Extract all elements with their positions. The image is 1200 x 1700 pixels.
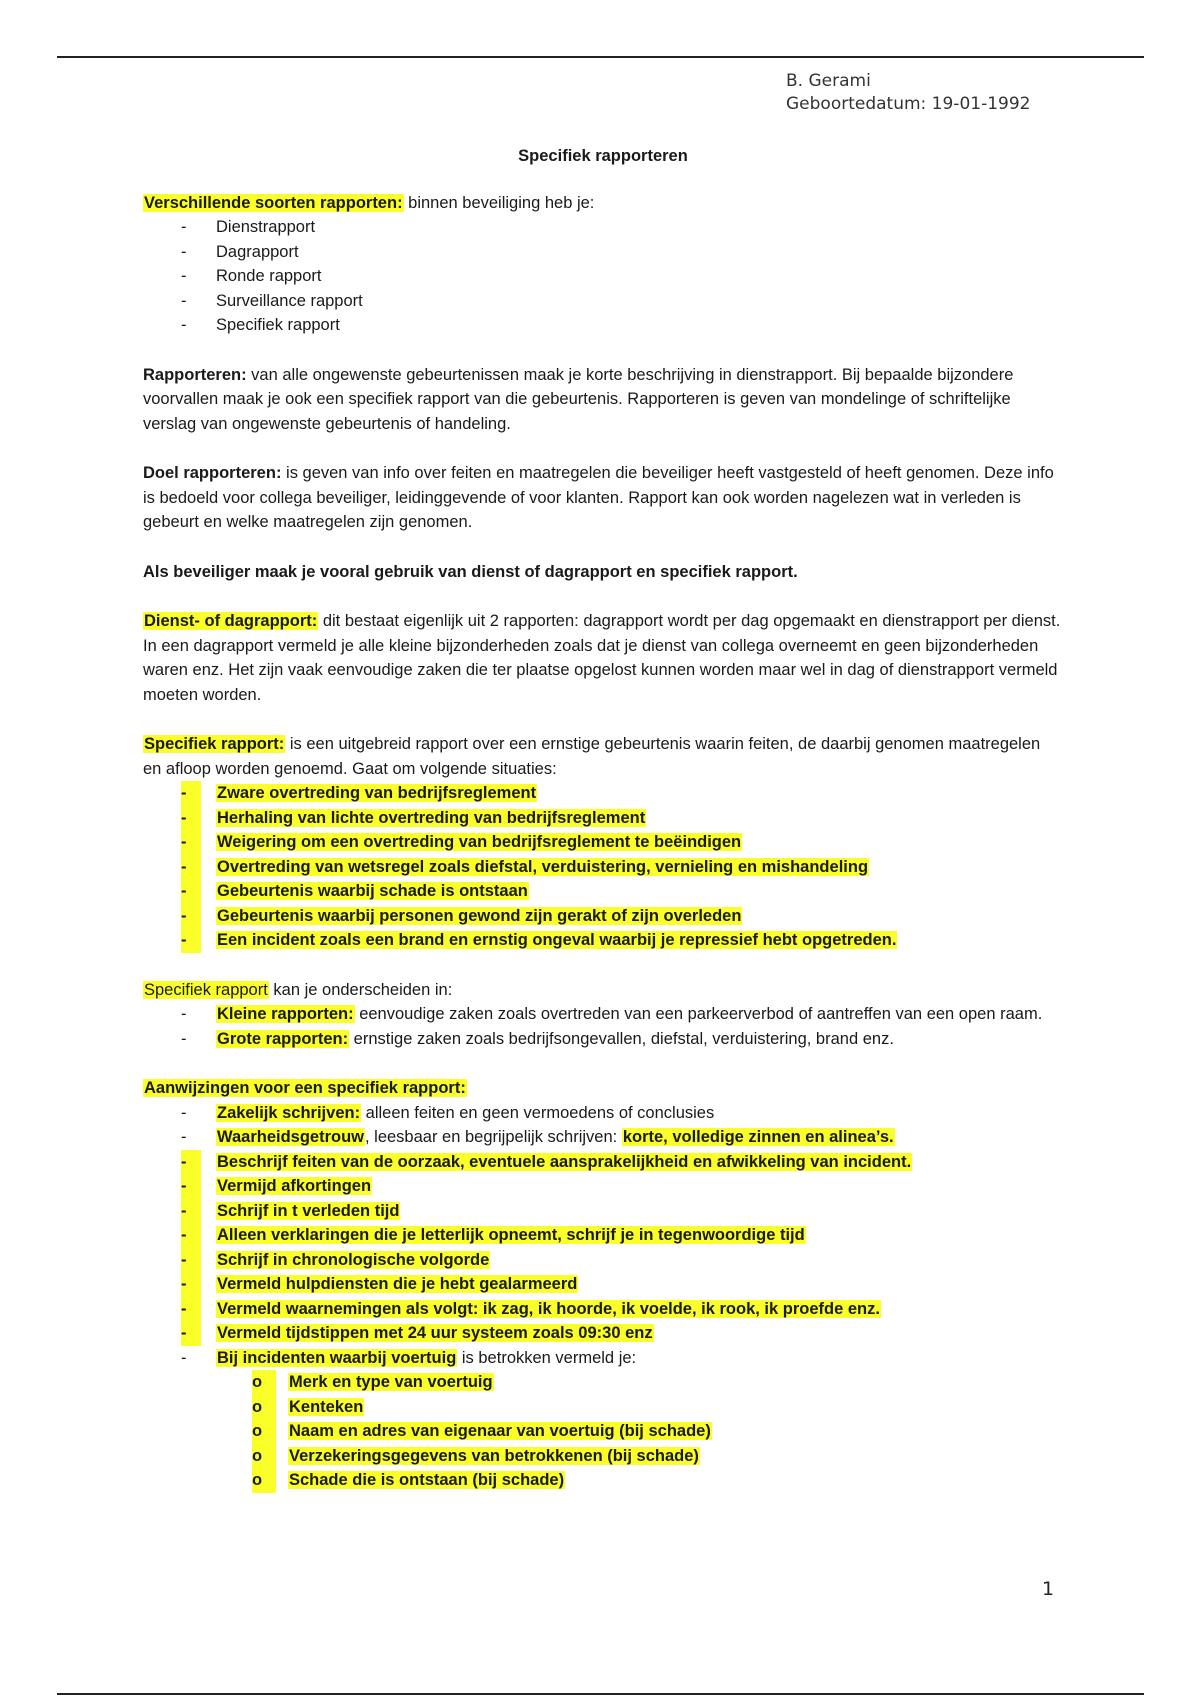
doel-text: is geven van info over feiten en maatregelen die beveiliger heeft vastgesteld of heeft genomen. Deze info is bedoeld voor collega beveiliger, leidinggevende of voor klanten. Rapport kan ook worden nagelezen wat in verleden is gebeurt en welke maatregelen zijn genomen.	[143, 464, 1054, 531]
list-item-text: Schrijf in chronologische volgorde	[217, 1250, 490, 1269]
list-item	[143, 904, 1063, 929]
list-item-text: Gebeurtenis waarbij schade is ontstaan	[217, 882, 528, 900]
circle-bullet-icon: o	[252, 1370, 276, 1395]
voertuig-list	[143, 1370, 1063, 1493]
list-item	[143, 781, 1063, 806]
top-rule	[57, 56, 1144, 58]
list-item-text: Zware overtreding van bedrijfsreglement	[217, 784, 537, 802]
dash: -	[181, 879, 201, 904]
list-item-term: Zakelijk schrijven:	[217, 1103, 361, 1122]
list-item	[143, 240, 1063, 265]
list-item	[143, 1223, 1063, 1248]
section-specifiek	[143, 732, 1063, 953]
list-item-text: Dagrapport	[216, 242, 299, 261]
onderscheid-intro	[143, 978, 1063, 1003]
list-item-text: Merk en type van voertuig	[289, 1373, 493, 1391]
list-item-text: Vermeld hulpdiensten die je hebt gealarmeerd	[217, 1275, 578, 1293]
list-item	[143, 1150, 1063, 1175]
list-item-text: is betrokken vermeld je:	[457, 1348, 637, 1367]
section-soorten	[143, 191, 1063, 338]
list-item-text: Weigering om een overtreding van bedrijfsreglement te beëindigen	[217, 833, 742, 851]
specifiek-list	[143, 781, 1063, 953]
list-item-term: Bij incidenten waarbij voertuig	[217, 1348, 457, 1367]
dash: -	[181, 1029, 187, 1048]
dash: -	[181, 218, 187, 236]
list-item-text: eenvoudige zaken zoals overtreden van een parkeerverbod of aantreffen van een open raam.	[354, 1005, 1043, 1023]
list-item	[143, 830, 1063, 855]
dash: -	[181, 1272, 201, 1297]
list-item	[143, 264, 1063, 289]
circle-bullet-icon: o	[252, 1395, 276, 1420]
dash: -	[181, 1174, 201, 1199]
page-number: 1	[1042, 1578, 1055, 1600]
specifiek-term: Specifiek rapport:	[144, 735, 285, 753]
list-item-text: Vermeld waarnemingen als volgt: ik zag, ik hoorde, ik voelde, ik rook, ik proefde enz.	[217, 1299, 880, 1318]
list-item-tail: korte, volledige zinnen en alinea’s.	[622, 1128, 894, 1146]
sub-list-item	[143, 1468, 1063, 1493]
dash: -	[181, 242, 187, 261]
section-onderscheid	[143, 978, 1063, 1052]
specifiek-intro	[143, 732, 1063, 781]
soorten-text: binnen beveiliging heb je:	[403, 193, 595, 212]
list-item	[143, 1346, 1063, 1371]
dienst-term: Dienst- of dagrapport:	[144, 612, 318, 630]
dash: -	[181, 1199, 201, 1224]
list-item	[143, 1297, 1063, 1322]
list-item-text: alleen feiten en geen vermoedens of conclusies	[361, 1103, 715, 1122]
rapporteren-text: van alle ongewenste gebeurtenissen maak je korte beschrijving in dienstrapport. Bij bepaalde bijzondere voorvallen maak je ook een specifiek rapport van die gebeurtenis. Rapporteren is geven van mondelinge of schriftelijke verslag van ongewenste gebeurtenis of handeling.	[143, 365, 1014, 433]
list-item-term: Kleine rapporten:	[217, 1005, 354, 1023]
dienst-text: dit bestaat eigenlijk uit 2 rapporten: dagrapport wordt per dag opgemaakt en dienstrapport per dienst. In een dagrapport vermeld je alle kleine bijzonderheden zoals dat je dienst van collega overneemt en geen bijzonderheden waren enz. Het zijn vaak eenvoudige zaken die ter plaatse opgelost kunnen worden maar wel in dag of dienstrapport vermeld moeten worden.	[143, 612, 1061, 704]
list-item	[143, 928, 1063, 953]
section-doel	[143, 461, 1063, 535]
author-name: B. Gerami	[786, 71, 871, 91]
soorten-term: Verschillende soorten rapporten:	[144, 193, 403, 212]
dash: -	[181, 904, 201, 929]
list-item	[143, 1002, 1063, 1027]
circle-bullet-icon: o	[252, 1444, 276, 1469]
list-item-text: Herhaling van lichte overtreding van bedrijfsreglement	[217, 808, 646, 827]
bottom-rule	[57, 1693, 1144, 1695]
dash: -	[181, 855, 201, 880]
rapporteren-term: Rapporteren:	[143, 365, 247, 384]
list-item	[143, 215, 1063, 240]
dash: -	[181, 1005, 187, 1023]
list-item-text: Overtreding van wetsregel zoals diefstal, verduistering, vernieling en mishandeling	[217, 857, 869, 876]
list-item-text: Dienstrapport	[216, 218, 316, 236]
soorten-intro	[143, 191, 1063, 216]
circle-bullet-icon: o	[252, 1468, 276, 1493]
document-header	[786, 70, 1030, 116]
sub-list-item	[143, 1395, 1063, 1420]
page-title: Specifiek rapporteren	[518, 147, 688, 165]
list-item-text: Beschrijf feiten van de oorzaak, eventuele aansprakelijkheid en afwikkeling van incident.	[217, 1152, 912, 1171]
dash: -	[181, 1297, 201, 1322]
list-item	[143, 855, 1063, 880]
list-item	[143, 1125, 1063, 1150]
list-item-term: Grote rapporten:	[217, 1029, 349, 1048]
dash: -	[181, 806, 201, 831]
statement: Als beveiliger maak je vooral gebruik van dienst of dagrapport en specifiek rapport.	[143, 562, 798, 581]
list-item	[143, 1321, 1063, 1346]
list-item-text: Naam en adres van eigenaar van voertuig (bij schade)	[289, 1422, 711, 1440]
specifiek-text: is een uitgebreid rapport over een ernstige gebeurtenis waarin feiten, de daarbij genomen maatregelen en afloop worden genoemd. Gaat om volgende situaties:	[143, 735, 1041, 778]
list-item-text: Vermijd afkortingen	[217, 1177, 372, 1195]
aanwijzingen-term: Aanwijzingen voor een specifiek rapport:	[144, 1079, 466, 1097]
dash: -	[181, 781, 201, 806]
dash: -	[181, 1321, 201, 1346]
list-item-text: Kenteken	[289, 1397, 364, 1416]
doel-term: Doel rapporteren:	[143, 464, 282, 482]
list-item-text: , leesbaar en begrijpelijk schrijven:	[365, 1128, 622, 1146]
onderscheid-list	[143, 1002, 1063, 1051]
list-item	[143, 313, 1063, 338]
list-item	[143, 806, 1063, 831]
list-item-text: Een incident zoals een brand en ernstig ongeval waarbij je repressief hebt opgetreden.	[217, 931, 897, 949]
list-item	[143, 1272, 1063, 1297]
list-item-text: ernstige zaken zoals bedrijfsongevallen, diefstal, verduistering, brand enz.	[349, 1029, 894, 1048]
sub-list-item	[143, 1419, 1063, 1444]
dash: -	[181, 1248, 201, 1273]
circle-bullet-icon: o	[252, 1419, 276, 1444]
list-item	[143, 1248, 1063, 1273]
list-item-text: Vermeld tijdstippen met 24 uur systeem zoals 09:30 enz	[217, 1324, 653, 1342]
onderscheid-term: Specifiek rapport	[144, 980, 268, 999]
onderscheid-text: kan je onderscheiden in:	[268, 980, 453, 999]
dash: -	[181, 830, 201, 855]
list-item	[143, 289, 1063, 314]
dash: -	[181, 1103, 187, 1122]
list-item-text: Specifiek rapport	[216, 316, 340, 334]
dash: -	[181, 928, 201, 953]
dash: -	[181, 267, 187, 285]
list-item-text: Verzekeringsgegevens van betrokkenen (bij schade)	[289, 1446, 699, 1465]
list-item-text: Ronde rapport	[216, 267, 322, 285]
soorten-list	[143, 215, 1063, 338]
section-rapporteren	[143, 363, 1063, 437]
aanwijzingen-intro	[143, 1076, 1063, 1101]
list-item	[143, 1174, 1063, 1199]
list-item	[143, 879, 1063, 904]
list-item	[143, 1199, 1063, 1224]
dash: -	[181, 1150, 201, 1175]
dash: -	[181, 1348, 187, 1367]
birthdate: Geboortedatum: 19-01-1992	[786, 94, 1031, 114]
list-item	[143, 1101, 1063, 1126]
sub-list-item	[143, 1444, 1063, 1469]
dash: -	[181, 1223, 201, 1248]
dash: -	[181, 1128, 187, 1146]
list-item-text: Schrijf in t verleden tijd	[217, 1201, 400, 1220]
sub-list-item	[143, 1370, 1063, 1395]
section-aanwijzingen	[143, 1076, 1063, 1493]
list-item	[143, 1027, 1063, 1052]
list-item-text: Gebeurtenis waarbij personen gewond zijn gerakt of zijn overleden	[217, 906, 742, 925]
section-dienst	[143, 609, 1063, 707]
aanwijzingen-list	[143, 1101, 1063, 1371]
list-item-term: Waarheidsgetrouw	[217, 1128, 364, 1146]
document-body	[143, 144, 1063, 1493]
list-item-text: Alleen verklaringen die je letterlijk opneemt, schrijf je in tegenwoordige tijd	[217, 1226, 805, 1244]
dash: -	[181, 291, 187, 310]
list-item-text: Surveillance rapport	[216, 291, 363, 310]
dash: -	[181, 316, 187, 334]
list-item-text: Schade die is ontstaan (bij schade)	[289, 1471, 565, 1489]
